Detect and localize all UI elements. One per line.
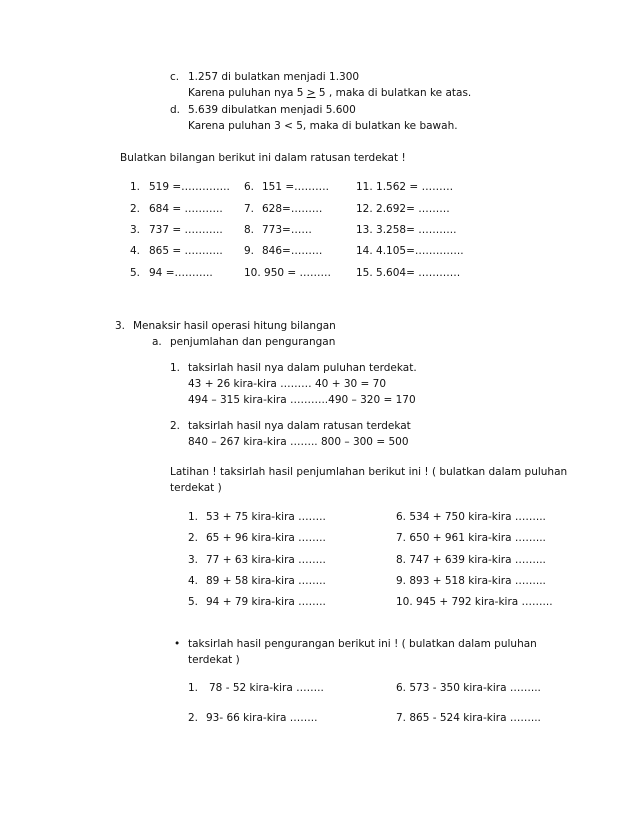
item1-example2: 494 – 315 kira-kira ………..490 – 320 = 170 — [188, 394, 416, 406]
row-number: 2. — [188, 532, 199, 544]
example-c-line1: 1.257 di bulatkan menjadi 1.300 — [188, 71, 360, 83]
question: 10. 950 = ……… — [244, 267, 332, 279]
question: 53 + 75 kira-kira …….. — [206, 511, 326, 523]
question: 6. 573 - 350 kira-kira ……... — [396, 682, 541, 694]
question: 684 = ……….. — [149, 203, 223, 215]
row-number: 2. — [130, 203, 141, 215]
greater-equal-sign: > — [306, 87, 316, 99]
bullet-icon: • — [174, 638, 181, 650]
question: 773=…… — [262, 224, 312, 236]
question: 77 + 63 kira-kira …….. — [206, 554, 326, 566]
subtraction-instruction-line1: taksirlah hasil pengurangan berikut ini ! ( bulatkan dalam puluhan — [188, 638, 537, 650]
question: 94 =……….. — [149, 267, 213, 279]
question: 10. 945 + 792 kira-kira ……... — [396, 596, 553, 608]
row-number: 7. — [244, 203, 255, 215]
example-d-line2: Karena puluhan 3 < 5, maka di bulatkan ke bawah. — [188, 120, 458, 132]
item2-title: taksirlah hasil nya dalam ratusan terdekat — [188, 420, 411, 432]
item1-example1: 43 + 26 kira-kira ……… 40 + 30 = 70 — [188, 378, 387, 390]
question: 151 =………. — [262, 181, 330, 193]
question: 94 + 79 kira-kira …….. — [206, 596, 326, 608]
question: 12. 2.692= ……… — [356, 203, 450, 215]
row-number: 1. — [130, 181, 141, 193]
subtraction-instruction-line2: terdekat ) — [188, 654, 240, 666]
question: 8. 747 + 639 kira-kira ……... — [396, 554, 546, 566]
row-number: 5. — [188, 596, 199, 608]
question: 11. 1.562 = ……… — [356, 181, 454, 193]
exercise1-instruction: Bulatkan bilangan berikut ini dalam ratusan terdekat ! — [120, 152, 406, 164]
row-number: 8. — [244, 224, 255, 236]
question: 9. 893 + 518 kira-kira ……... — [396, 575, 546, 587]
question: 628=……… — [262, 203, 323, 215]
example-d-label: d. — [170, 104, 181, 116]
question: 519 =………….. — [149, 181, 230, 193]
row-number: 3. — [130, 224, 141, 236]
question: 865 = ……….. — [149, 245, 223, 257]
question: 78 - 52 kira-kira …….. — [209, 682, 324, 694]
row-number: 6. — [244, 181, 255, 193]
row-number: 5. — [130, 267, 141, 279]
row-number: 9. — [244, 245, 255, 257]
row-number: 1. — [188, 682, 199, 694]
question: 65 + 96 kira-kira …….. — [206, 532, 326, 544]
row-number: 3. — [188, 554, 199, 566]
question: 15. 5.604= ………… — [356, 267, 461, 279]
example-c-label: c. — [170, 71, 180, 83]
question: 7. 865 - 524 kira-kira ……... — [396, 712, 541, 724]
item1-number: 1. — [170, 362, 181, 374]
question: 89 + 58 kira-kira …….. — [206, 575, 326, 587]
row-number: 4. — [188, 575, 199, 587]
subsection-label: a. — [152, 336, 162, 348]
item2-example1: 840 – 267 kira-kira …….. 800 – 300 = 500 — [188, 436, 409, 448]
question: 737 = ……….. — [149, 224, 223, 236]
example-d-line1: 5.639 dibulatkan menjadi 5.600 — [188, 104, 356, 116]
row-number: 2. — [188, 712, 199, 724]
question: 7. 650 + 961 kira-kira ……... — [396, 532, 546, 544]
row-number: 4. — [130, 245, 141, 257]
question: 6. 534 + 750 kira-kira ……... — [396, 511, 546, 523]
question: 13. 3.258= ……….. — [356, 224, 457, 236]
question: 14. 4.105=………….. — [356, 245, 464, 257]
item2-number: 2. — [170, 420, 181, 432]
latihan-instruction-line2: terdekat ) — [170, 482, 222, 494]
subsection-title: penjumlahan dan pengurangan — [170, 336, 336, 348]
section3-title: Menaksir hasil operasi hitung bilangan — [133, 320, 336, 332]
section3-number: 3. — [115, 320, 126, 332]
latihan-instruction-line1: Latihan ! taksirlah hasil penjumlahan berikut ini ! ( bulatkan dalam puluhan — [170, 466, 568, 478]
question: 846=……… — [262, 245, 323, 257]
example-c-line2: Karena puluhan nya 5 > 5 , maka di bulatkan ke atas. — [188, 87, 472, 99]
row-number: 1. — [188, 511, 199, 523]
item1-title: taksirlah hasil nya dalam puluhan terdekat. — [188, 362, 417, 374]
question: 93- 66 kira-kira …….. — [206, 712, 318, 724]
